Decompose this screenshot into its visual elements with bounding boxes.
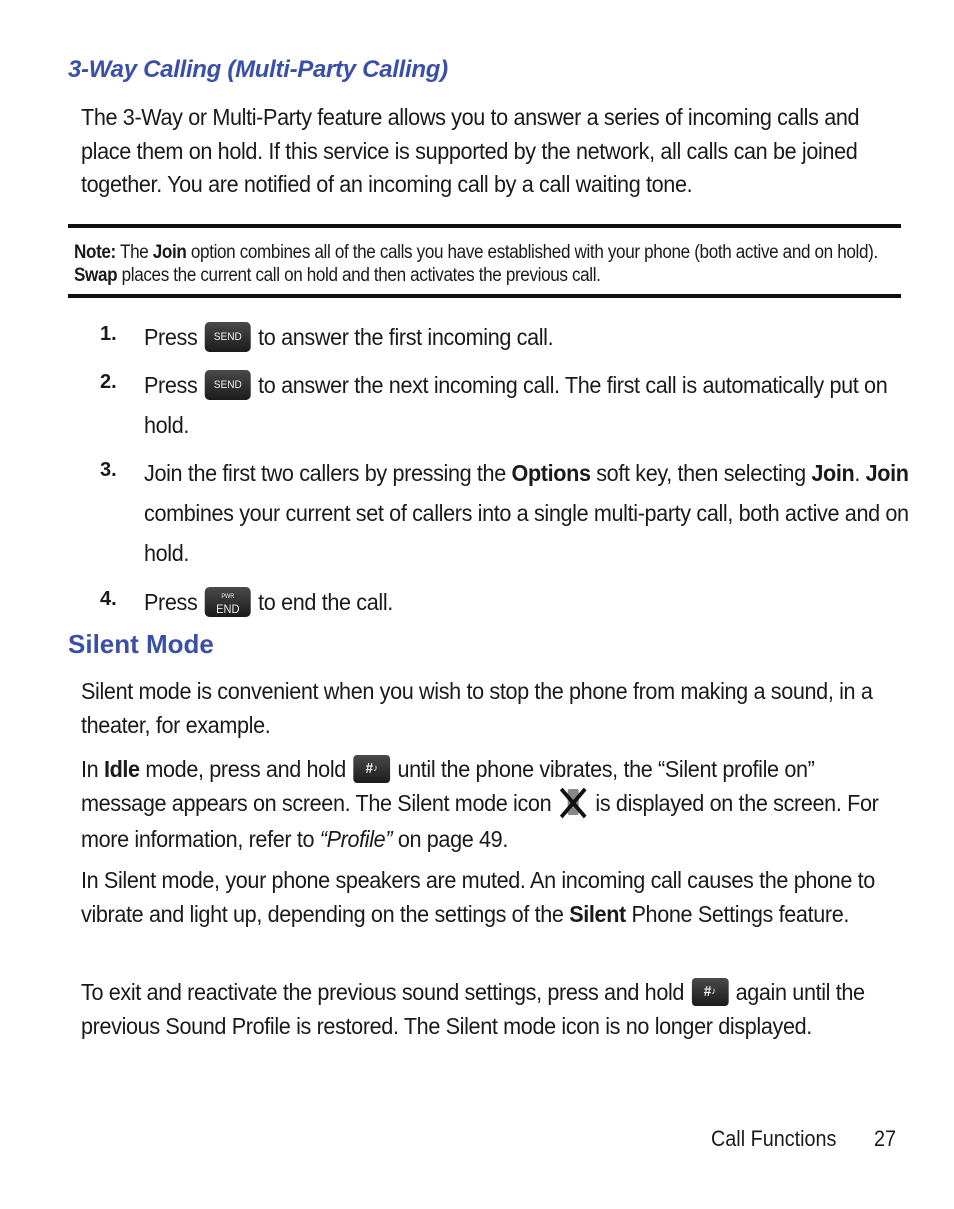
text-part: is displayed on the screen. For more information, refer to [81, 789, 879, 852]
text-part: To exit and reactivate the previous sound settings, press and hold [81, 979, 685, 1005]
end-key-icon [205, 587, 251, 617]
note-text-part: option combines all of the calls you have established with your phone (both active and on hold). [186, 242, 878, 263]
note-text [74, 241, 893, 287]
paragraph-silent-exit [81, 976, 900, 1043]
step-text [144, 582, 935, 622]
options-softkey-label: Options [511, 460, 591, 486]
step-text-part: to answer the next incoming call. The first call is automatically put on hold. [144, 372, 888, 438]
hash-key-label: # [703, 982, 712, 1000]
text-part: In [81, 756, 104, 782]
note-text-part: The [115, 242, 153, 263]
idle-label: Idle [103, 756, 140, 782]
join-label: Join [811, 460, 855, 486]
note-label: Note: [74, 242, 116, 263]
step-text [144, 317, 935, 357]
note-swap: Swap [74, 265, 118, 286]
text-part: until the phone vibrates, the “Silent profile on” message appears on screen. The Silent mode icon [81, 756, 815, 816]
step-text-part: Press [144, 372, 198, 398]
end-key-pwr-label: PWR [221, 593, 235, 600]
paragraph-silent-activate [81, 753, 900, 856]
step-text-part: combines your current set of callers into a single multi-party call, both active and on hold. [144, 500, 909, 566]
step-number: 2. [100, 371, 117, 393]
step-text-part: . [854, 460, 866, 486]
text-part: Phone Settings feature. [625, 900, 850, 927]
note-text-part: places the current call on hold and then activates the previous call. [117, 265, 601, 286]
text-part: again until the previous Sound Profile is restored. The Silent mode icon is no longer displayed. [81, 979, 865, 1039]
profile-reference-link[interactable]: “Profile” [319, 825, 393, 852]
step-text-part: Press [144, 324, 198, 350]
hash-key-icon: #♪ [691, 978, 728, 1006]
heading-3way-calling: 3-Way Calling (Multi-Party Calling) [68, 56, 448, 83]
step-number: 3. [100, 459, 117, 481]
silent-label: Silent [569, 900, 626, 927]
paragraph-silent-muted [81, 864, 900, 931]
text-part: mode, press and hold [139, 756, 346, 782]
send-key-icon: SEND [205, 370, 251, 400]
paragraph-silent-intro: Silent mode is convenient when you wish to stop the phone from making a sound, in a theater, for example. [81, 678, 873, 738]
silent-mode-icon [557, 785, 590, 821]
page-number: 27 [874, 1126, 897, 1151]
text-part: on page 49. [392, 825, 508, 852]
step-text [144, 453, 935, 573]
join-label: Join [865, 460, 909, 486]
send-key-icon: SEND [205, 322, 251, 352]
hash-key-icon: #♪ [353, 755, 390, 783]
step-number: 1. [100, 323, 117, 345]
step-text-part: soft key, then selecting [590, 460, 812, 486]
step-text-part: to end the call. [258, 589, 393, 615]
paragraph-3way-intro: The 3-Way or Multi-Party feature allows you to answer a series of incoming calls and place them on hold. If this service is supported by the network, all calls can be joined together. You are notified of an incoming call by a call waiting tone. [81, 104, 860, 197]
footer-section-title: Call Functions [711, 1126, 837, 1151]
step-text [144, 365, 935, 445]
step-text-part: to answer the first incoming call. [258, 324, 554, 350]
step-number: 4. [100, 588, 117, 610]
hash-key-label: # [365, 759, 374, 777]
step-text-part: Press [144, 589, 198, 615]
end-key-label: END [216, 601, 240, 616]
heading-silent-mode: Silent Mode [68, 629, 214, 659]
note-box [68, 224, 901, 298]
note-join: Join [152, 242, 187, 263]
step-text-part: Join the first two callers by pressing the [144, 460, 512, 486]
text-part: In Silent mode, your phone speakers are muted. An incoming call causes the phone to vibrate and light up, depending on the settings of the [81, 867, 875, 927]
